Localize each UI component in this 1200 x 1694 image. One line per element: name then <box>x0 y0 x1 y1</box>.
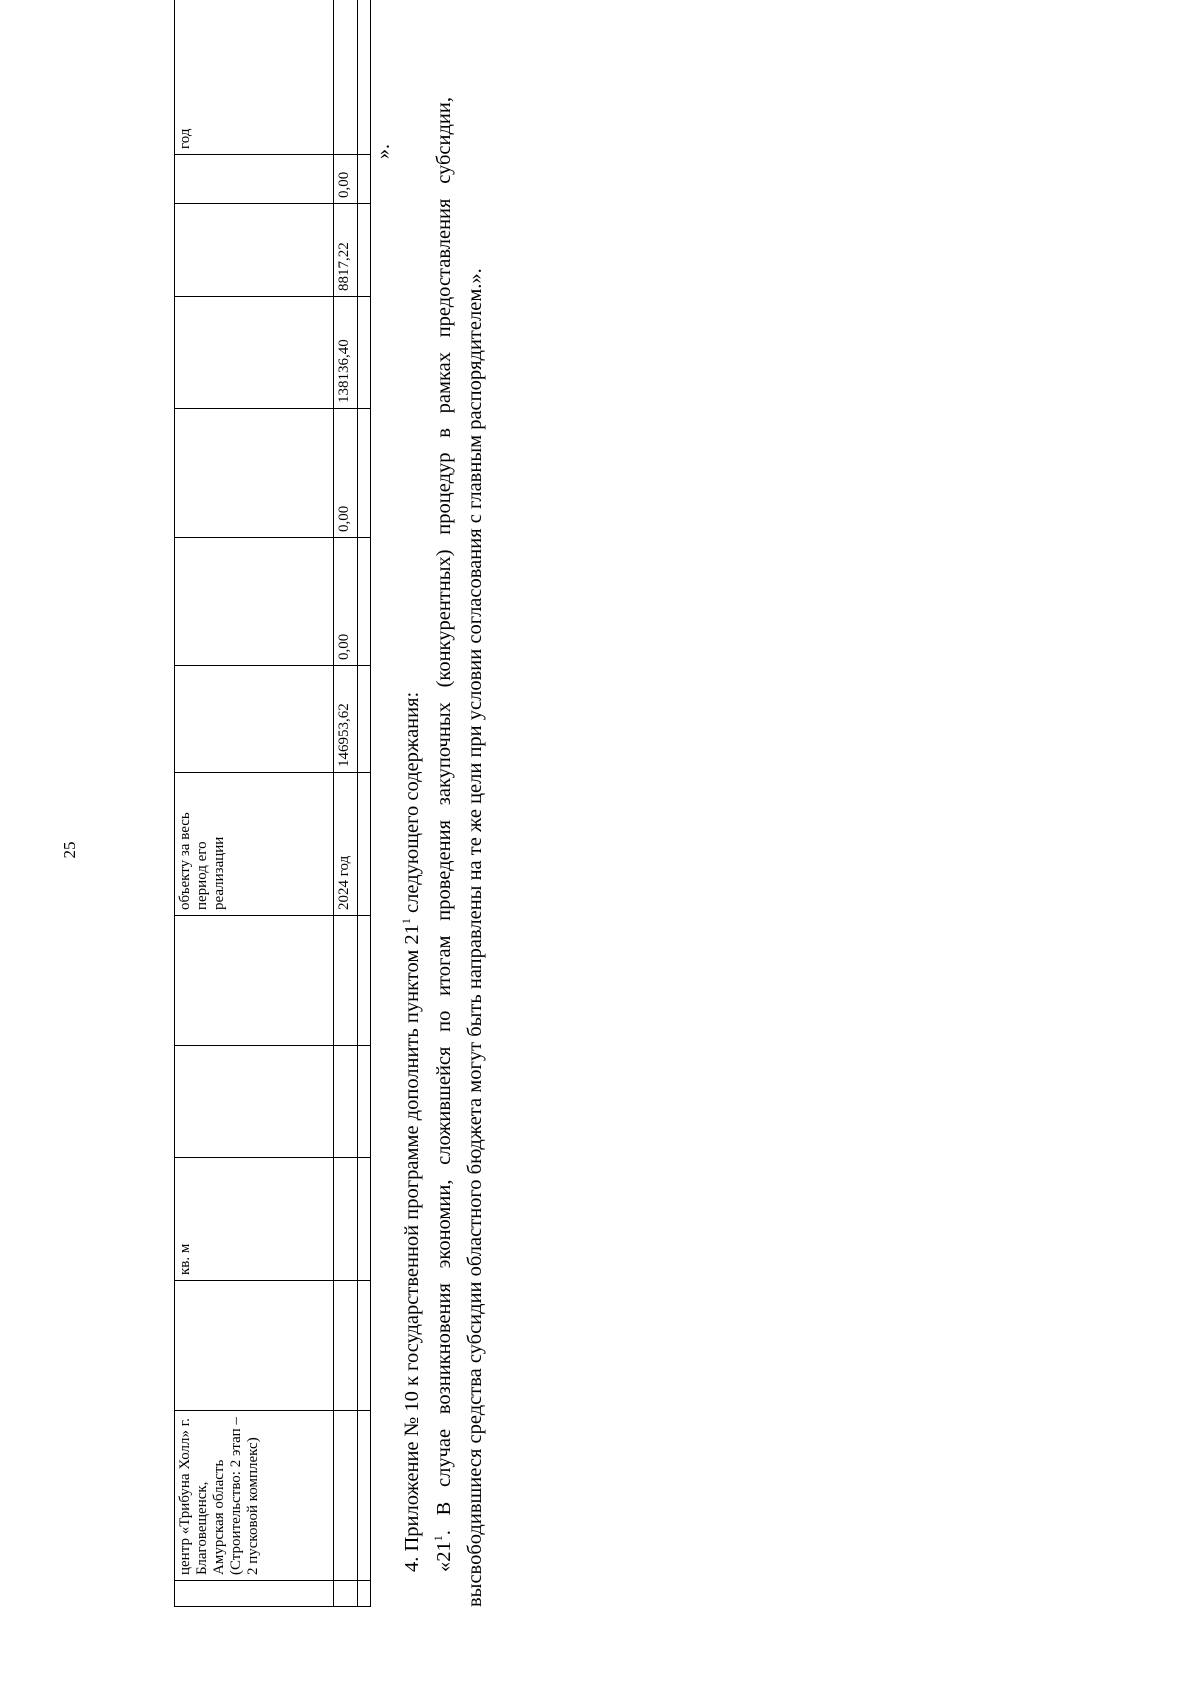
table-cell <box>357 916 371 1046</box>
table-cell <box>333 1581 357 1607</box>
cost-note-cell: объекту за весь период его реализации <box>175 773 334 916</box>
table-cell <box>175 297 334 409</box>
table-cell <box>357 538 371 666</box>
table-cell <box>175 666 334 773</box>
table-cell <box>357 1281 371 1411</box>
paragraph-21-sup: 1 <box>431 1535 445 1542</box>
table-cell <box>357 1158 371 1281</box>
table-cell <box>175 1046 334 1158</box>
table-cell <box>333 916 357 1046</box>
table-cell <box>357 1046 371 1158</box>
table-cell <box>357 1411 371 1581</box>
value-cell: 138136,40 <box>333 297 357 409</box>
paragraph-21-text: . В случае возникновения экономии, сложившейся по итогам проведения закупочных (конкурентных) процедур в рамках предоставления субсидии, высвободившиеся средства субсидии областного бюджета могут быть направлены на те же цели при условии согласования с главным распорядителем.». <box>433 97 486 1607</box>
closing-quote: ». <box>372 144 394 159</box>
table-cell <box>357 0 371 155</box>
table-row <box>333 0 357 1607</box>
paragraph-21 <box>429 97 491 1607</box>
value-cell: 0,00 <box>333 409 357 538</box>
value-cell: 0,00 <box>333 538 357 666</box>
table-cell <box>175 204 334 297</box>
paragraph-21-prefix: «21 <box>433 1541 455 1572</box>
table-row <box>175 0 334 1607</box>
paragraph-4-sup: 1 <box>399 918 413 925</box>
table-cell <box>357 666 371 773</box>
value-cell: 0,00 <box>333 155 357 204</box>
data-table <box>174 0 371 1607</box>
paragraph-4-text: 4. Приложение № 10 к государственной программе дополнить пунктом 21 <box>401 924 423 1572</box>
rotated-content <box>174 97 514 1607</box>
table-cell <box>175 409 334 538</box>
table-cell <box>175 155 334 204</box>
table-cell <box>333 1281 357 1411</box>
table-row <box>357 0 371 1607</box>
table-cell <box>333 1046 357 1158</box>
table-cell <box>357 204 371 297</box>
table-cell <box>357 297 371 409</box>
paragraph-4-tail: следующего содержания: <box>401 691 423 919</box>
value-cell: 146953,62 <box>333 666 357 773</box>
unit-cell: кв. м <box>175 1158 334 1281</box>
table-cell <box>357 155 371 204</box>
year-cell: 2024 год <box>333 773 357 916</box>
paragraph-4 <box>397 97 428 1607</box>
table-cell <box>175 916 334 1046</box>
table-cell <box>357 773 371 916</box>
table-cell <box>333 1411 357 1581</box>
object-name-cell: центр «Трибуна Холл» г. Благовещенск, Амурская область (Строительство: 2 этап – 2 пусковой комплекс) <box>175 1411 334 1581</box>
value-cell: 8817,22 <box>333 204 357 297</box>
table-cell <box>175 538 334 666</box>
table-cell <box>333 0 357 155</box>
page-number: 25 <box>60 841 79 859</box>
table-cell <box>357 1581 371 1607</box>
table-cell <box>357 409 371 538</box>
table-cell <box>333 1158 357 1281</box>
year-suffix-cell: год <box>175 0 334 155</box>
table-cell <box>175 1581 334 1607</box>
table-cell <box>175 1281 334 1411</box>
